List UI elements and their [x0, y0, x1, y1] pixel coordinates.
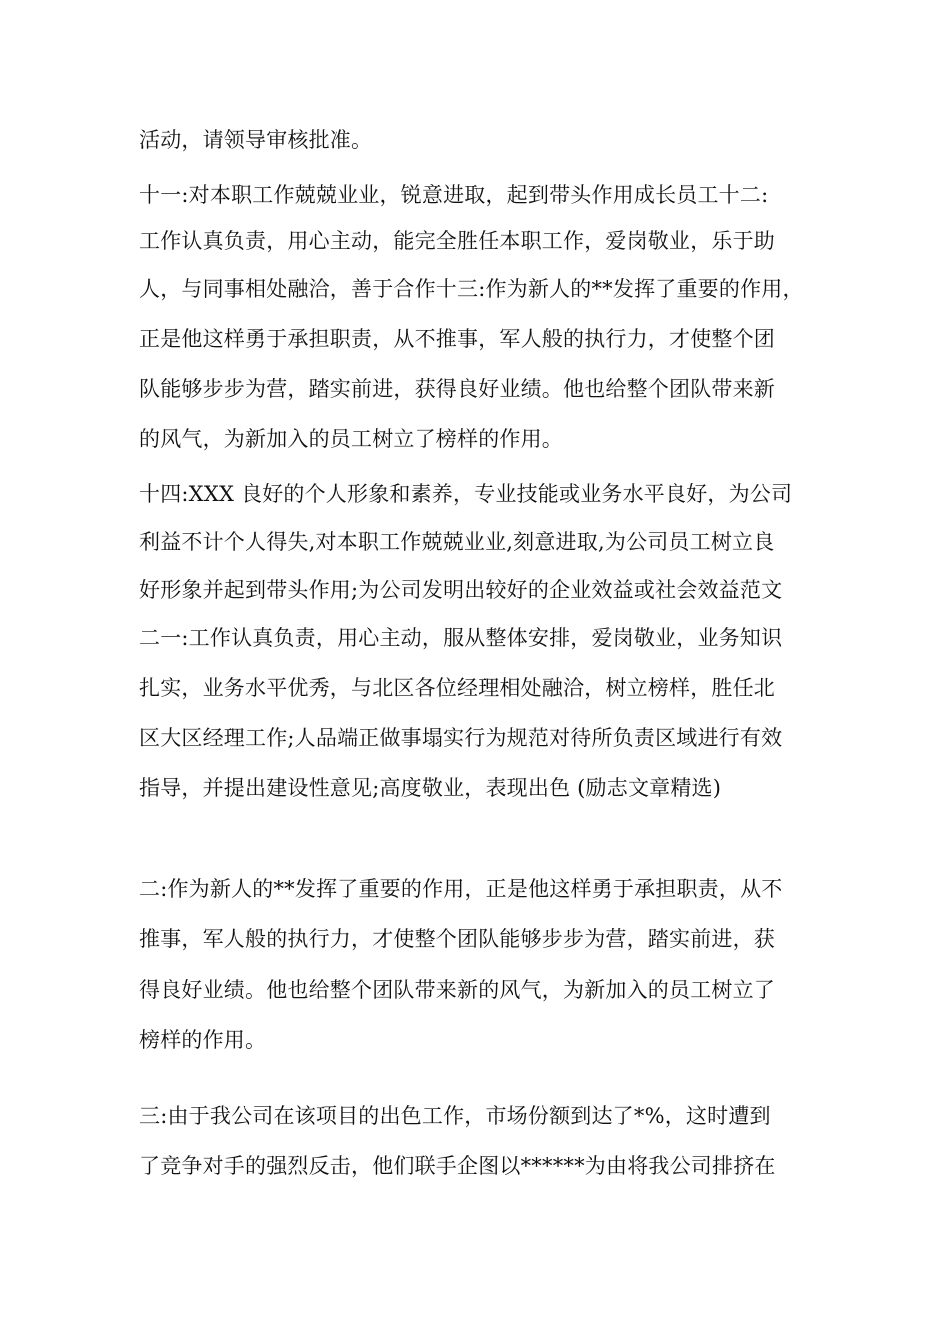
text-line: 利益不计个人得失,对本职工作兢兢业业,刻意进取,为公司员工树立良 — [139, 530, 775, 554]
text-line: 指导，并提出建设性意见;高度敬业，表现出色 (励志文章精选) — [139, 776, 722, 800]
text-line: 二一:工作认真负责，用心主动，服从整体安排，爱岗敬业，业务知识 — [139, 626, 783, 650]
text-line: 二:作为新人的**发挥了重要的作用，正是他这样勇于承担职责，从不 — [139, 877, 783, 901]
text-line: 队能够步步为营，踏实前进，获得良好业绩。他也给整个团队带来新 — [139, 377, 775, 401]
text-line: 区大区经理工作;人品端正做事塌实行为规范对待所负责区域进行有效 — [139, 726, 783, 750]
text-line: 好形象并起到带头作用;为公司发明出较好的企业效益或社会效益范文 — [139, 578, 783, 602]
text-line: 人，与同事相处融洽，善于合作十三:作为新人的**发挥了重要的作用， — [139, 277, 804, 301]
text-line: 得良好业绩。他也给整个团队带来新的风气，为新加入的员工树立了 — [139, 978, 775, 1002]
text-line: 三:由于我公司在该项目的出色工作，市场份额到达了*%，这时遭到 — [139, 1104, 771, 1128]
text-line: 工作认真负责，用心主动，能完全胜任本职工作，爱岗敬业，乐于助 — [139, 229, 775, 253]
text-line: 十四:XXX 良好的个人形象和素养，专业技能或业务水平良好，为公司 — [139, 482, 793, 506]
text-line: 十一:对本职工作兢兢业业，锐意进取，起到带头作用成长员工十二: — [139, 183, 769, 207]
text-line: 榜样的作用。 — [139, 1028, 267, 1052]
text-line: 了竞争对手的强烈反击，他们联手企图以******为由将我公司排挤在 — [139, 1154, 776, 1178]
text-line: 正是他这样勇于承担职责，从不推事，军人般的执行力，才使整个团 — [139, 327, 775, 351]
text-line: 扎实，业务水平优秀，与北区各位经理相处融洽，树立榜样，胜任北 — [139, 676, 775, 700]
text-line: 活动，请领导审核批准。 — [139, 128, 373, 152]
text-line: 推事，军人般的执行力，才使整个团队能够步步为营，踏实前进，获 — [139, 927, 775, 951]
text-line: 的风气，为新加入的员工树立了榜样的作用。 — [139, 427, 563, 451]
